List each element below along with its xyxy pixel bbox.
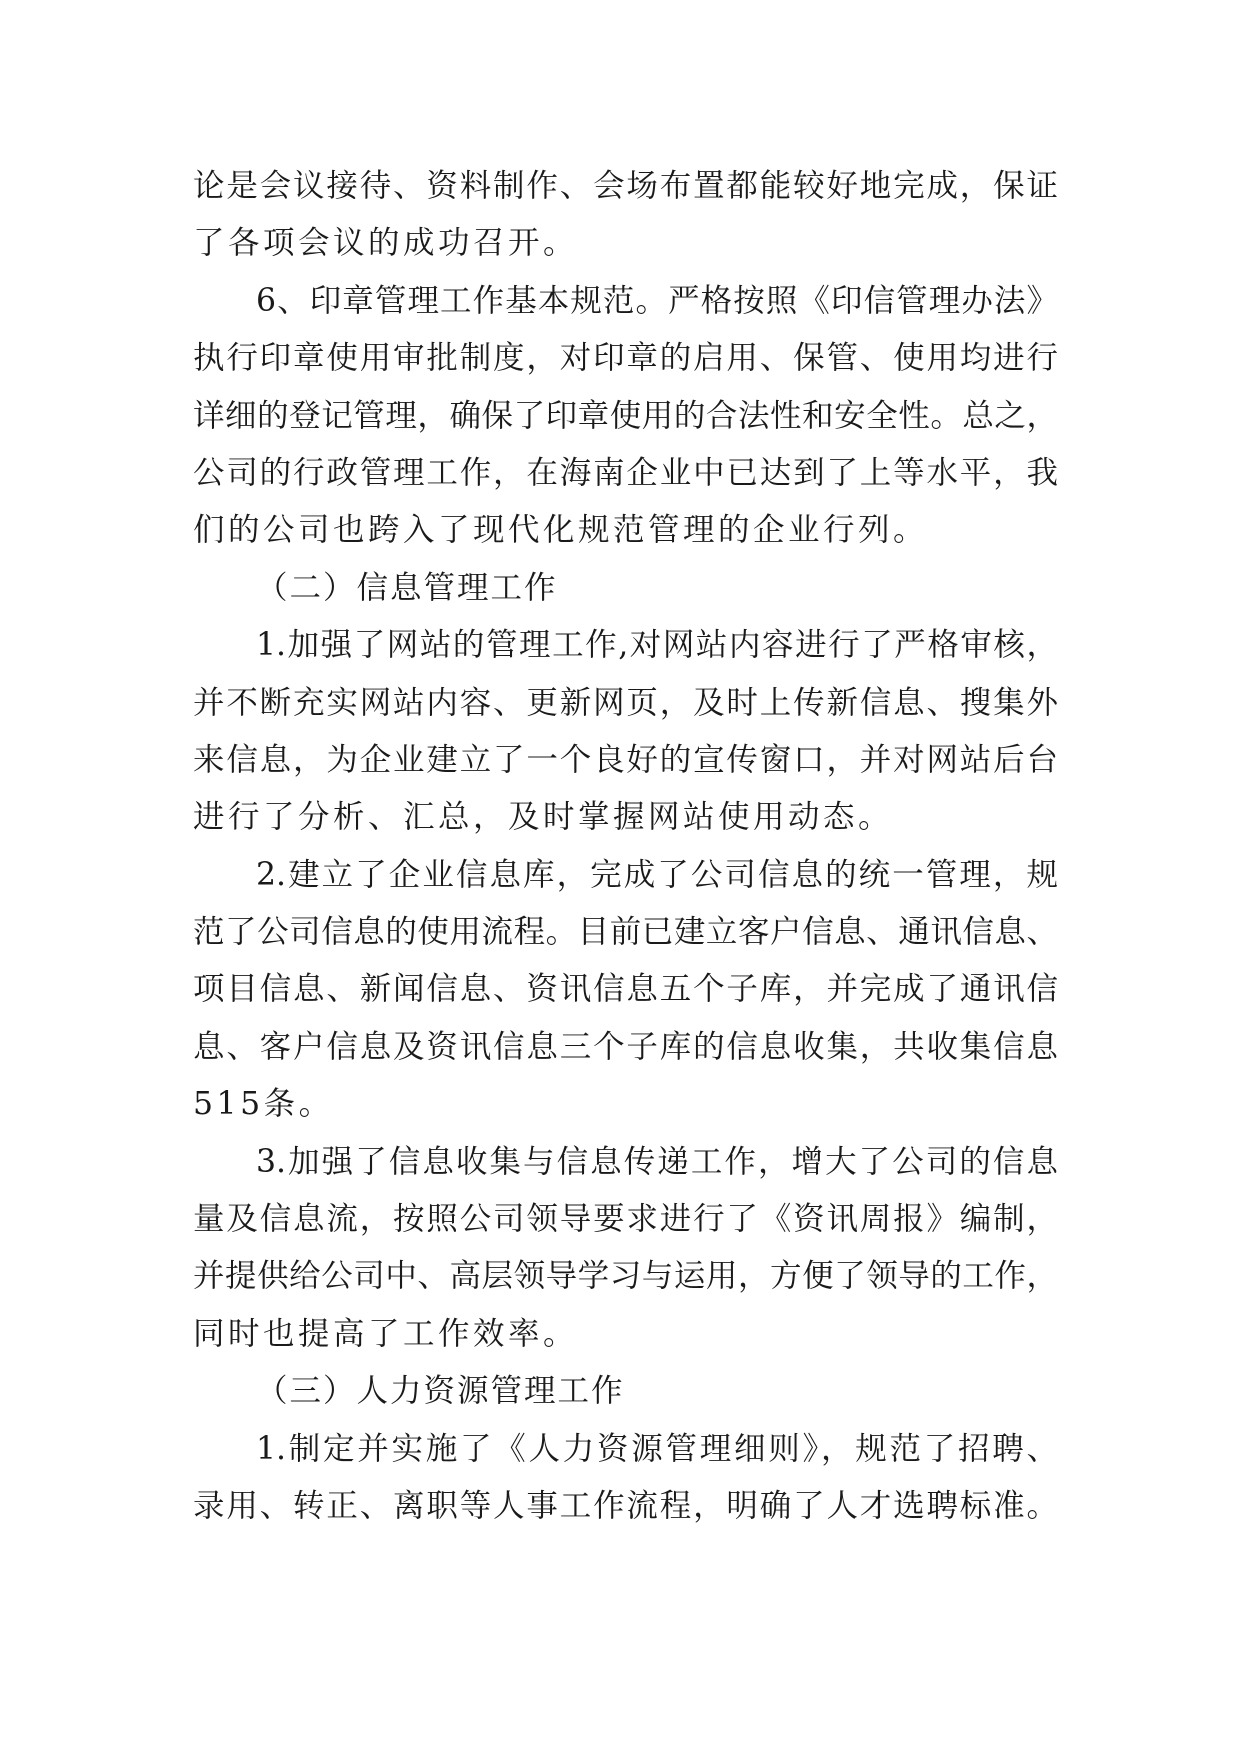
text-line: 范了公司信息的使用流程。目前已建立客户信息、通讯信息、 <box>193 914 1058 951</box>
section-heading: （二）信息管理工作 <box>256 569 558 606</box>
text-line: 同时也提高了工作效率。 <box>193 1315 579 1352</box>
text-line: 息、客户信息及资讯信息三个子库的信息收集，共收集信息 <box>193 1028 1058 1065</box>
text-line: 录用、转正、离职等人事工作流程，明确了人才选聘标准。 <box>193 1487 1058 1524</box>
text-line: 们的公司也跨入了现代化规范管理的企业行列。 <box>193 512 929 549</box>
text-line: 来信息，为企业建立了一个良好的宣传窗口，并对网站后台 <box>193 741 1058 778</box>
text-line: 项目信息、新闻信息、资讯信息五个子库，并完成了通讯信 <box>193 971 1058 1008</box>
paragraph-first-line: 1.加强了网站的管理工作,对网站内容进行了严格审核， <box>256 627 1058 664</box>
paragraph-first-line: 3.加强了信息收集与信息传递工作，增大了公司的信息 <box>256 1143 1058 1180</box>
document-body <box>193 158 1058 1535</box>
paragraph-first-line: 6、印章管理工作基本规范。严格按照《印信管理办法》 <box>256 282 1058 319</box>
text-line: 并提供给公司中、高层领导学习与运用，方便了领导的工作， <box>193 1258 1058 1295</box>
text-line: 了各项会议的成功召开。 <box>193 225 579 262</box>
text-line: 详细的登记管理，确保了印章使用的合法性和安全性。总之， <box>193 397 1058 434</box>
text-line: 并不断充实网站内容、更新网页，及时上传新信息、搜集外 <box>193 684 1058 721</box>
text-line: 量及信息流，按照公司领导要求进行了《资讯周报》编制， <box>193 1201 1058 1238</box>
text-line: 进行了分析、汇总，及时掌握网站使用动态。 <box>193 799 894 836</box>
section-heading: （三）人力资源管理工作 <box>256 1373 625 1410</box>
text-line: 515条。 <box>193 1086 334 1123</box>
text-line: 执行印章使用审批制度，对印章的启用、保管、使用均进行 <box>193 340 1058 377</box>
text-line: 论是会议接待、资料制作、会场布置都能较好地完成，保证 <box>193 168 1058 204</box>
paragraph-first-line: 1.制定并实施了《人力资源管理细则》，规范了招聘、 <box>256 1430 1058 1467</box>
paragraph-first-line: 2.建立了企业信息库，完成了公司信息的统一管理，规 <box>256 856 1058 893</box>
text-line: 公司的行政管理工作，在海南企业中已达到了上等水平，我 <box>193 454 1058 491</box>
